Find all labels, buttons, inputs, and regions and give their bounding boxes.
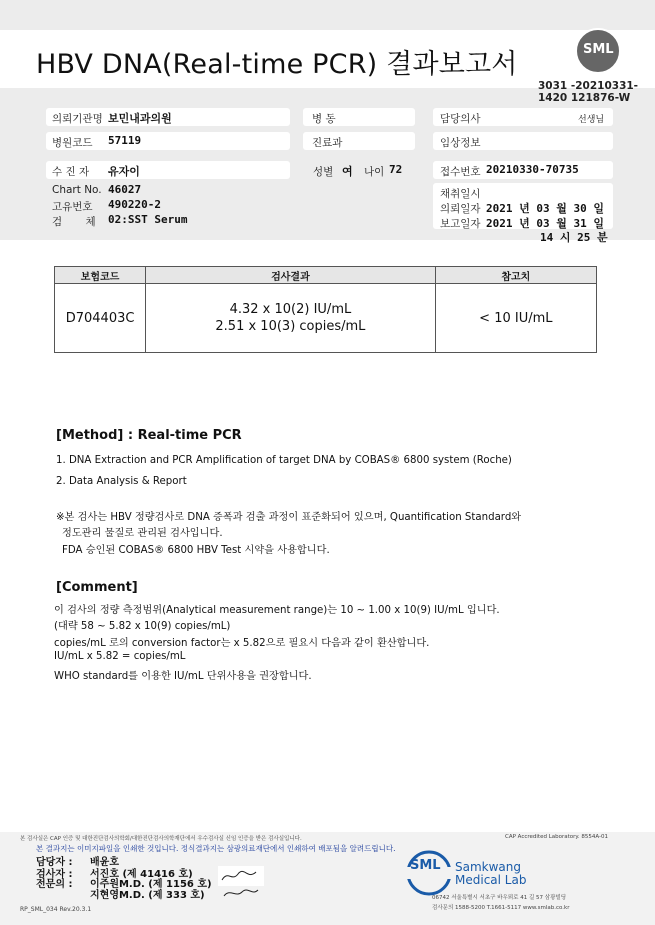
collect-label: 채취일시: [440, 188, 481, 200]
comment-line-5: WHO standard를 이용한 IU/mL 단위사용을 권장합니다.: [54, 671, 312, 682]
footer-print-notice: 본 결과지는 이미지파일을 인쇄한 것입니다. 정식결과지는 삼광의료재단에서 인쇄하여 배포됨을 알려드립니다.: [36, 844, 396, 853]
comment-line-3: copies/mL 로의 conversion factor는 x 5.82으로 필요시 다음과 같이 환산합니다.: [54, 638, 430, 649]
id-label: 고유번호: [52, 201, 93, 213]
sml-logo-text: SML: [583, 42, 614, 57]
specialist-1: 이주원M.D. (제 1156 호): [90, 879, 212, 890]
comment-line-4: IU/mL x 5.82 = copies/mL: [54, 651, 186, 662]
comment-title: [Comment]: [56, 580, 138, 595]
footer-cap-notice: 본 검사실은 CAP 인증 및 대한진단검사의학회/대한진단검사의학재단에서 우수검사실 신임 인증을 받은 검사실입니다.: [20, 836, 302, 842]
manager-label: 담당자 :: [36, 857, 73, 868]
insurance-code-cell: D704403C: [55, 284, 146, 353]
request-value: 2021 년 03 월 30 일: [486, 202, 604, 215]
method-note-2: 정도관리 물질로 관리된 검사입니다.: [62, 528, 223, 539]
specialist-label: 전문의 :: [36, 879, 73, 890]
age-value: 72: [389, 163, 403, 176]
sml-footer-logo-text: SML: [410, 858, 441, 873]
report-number: 3031 -20210331-1420 121876-W: [538, 80, 639, 104]
hospital-code-value: 57119: [108, 134, 142, 147]
method-line-1: 1. DNA Extraction and PCR Amplification of target DNA by COBAS® 6800 system (Roche): [56, 455, 512, 466]
comment-line-2: (대략 58 ~ 5.82 x 10(9) copies/mL): [54, 621, 231, 632]
lab-address: 06742 서울특별시 서초구 바우뫼로 41 길 57 삼광빌딩: [432, 895, 567, 901]
col-reference: 참고치: [435, 267, 596, 284]
lab-name-1: Samkwang: [455, 860, 521, 874]
sml-footer-logo-icon: [406, 850, 452, 896]
report-value: 2021 년 03 월 31 일: [486, 217, 604, 230]
lab-name-2: Medical Lab: [455, 873, 527, 887]
sex-value: 여: [342, 165, 353, 178]
ward-label: 병 동: [312, 113, 336, 125]
result-table: [54, 266, 597, 353]
patient-value: 유자이: [108, 165, 140, 178]
receipt-value: 20210330-70735: [486, 163, 579, 176]
table-row: [55, 284, 597, 353]
chart-value: 46027: [108, 183, 142, 196]
method-line-2: 2. Data Analysis & Report: [56, 476, 187, 487]
method-title: [Method] : Real-time PCR: [56, 428, 242, 443]
signature-image: [218, 866, 264, 902]
method-note-3: FDA 승인된 COBAS® 6800 HBV Test 시약을 사용합니다.: [62, 545, 330, 556]
comment-line-1: 이 검사의 정량 측정범위(Analytical measurement range)는 10 ~ 1.00 x 10(9) IU/mL 입니다.: [54, 605, 500, 616]
tester-value: 서진호 (제 41416 호): [90, 869, 193, 880]
age-label: 나이: [364, 166, 385, 178]
receipt-label: 접수번호: [440, 166, 481, 178]
institution-label: 의뢰기관명: [52, 113, 103, 125]
sex-label: 성별: [313, 166, 334, 178]
specimen-label: 검 체: [52, 216, 106, 228]
clinical-label: 임상정보: [440, 137, 481, 149]
patient-label: 수 진 자: [52, 166, 90, 178]
report-label: 보고일자: [440, 218, 481, 230]
result-copies: 2.51 x 10(3) copies/mL: [215, 319, 366, 334]
doctor-suffix: 선생님: [578, 115, 605, 125]
specimen-value: 02:SST Serum: [108, 213, 188, 226]
request-label: 의뢰일자: [440, 203, 481, 215]
dept-label: 진료과: [312, 137, 343, 149]
result-iu: 4.32 x 10(2) IU/mL: [229, 302, 352, 317]
hospital-code-label: 병원코드: [52, 137, 93, 149]
doctor-label: 담당의사: [440, 113, 481, 125]
chart-label: Chart No.: [52, 184, 102, 196]
sml-logo-icon: [575, 28, 621, 74]
report-time: 14 시 25 분: [540, 231, 608, 244]
header-top-band: [0, 0, 655, 30]
footer-cap-number: CAP Accredited Laboratory. 8554A-01: [505, 834, 608, 840]
result-table-header: [55, 267, 597, 284]
manager-value: 배윤호: [90, 857, 119, 868]
tester-label: 검사자 :: [36, 869, 73, 880]
specialist-2: 지현영M.D. (제 333 호): [90, 890, 205, 901]
reference-cell: < 10 IU/mL: [435, 284, 596, 353]
id-value: 490220-2: [108, 198, 161, 211]
result-cell: [146, 284, 436, 353]
lab-phone: 검사문의 1588-5200 T.1661-5117 www.smlab.co.kr: [432, 905, 570, 911]
institution-value: 보민내과의원: [108, 112, 172, 125]
form-number: RP_SML_034 Rev.20.3.1: [20, 906, 92, 913]
method-note-1: ※본 검사는 HBV 정량검사로 DNA 증폭과 검출 과정이 표준화되어 있으며, Quantification Standard와: [56, 512, 522, 523]
col-result: 검사결과: [146, 267, 436, 284]
col-insurance-code: 보험코드: [55, 267, 146, 284]
report-title: HBV DNA(Real-time PCR) 결과보고서: [36, 49, 518, 80]
